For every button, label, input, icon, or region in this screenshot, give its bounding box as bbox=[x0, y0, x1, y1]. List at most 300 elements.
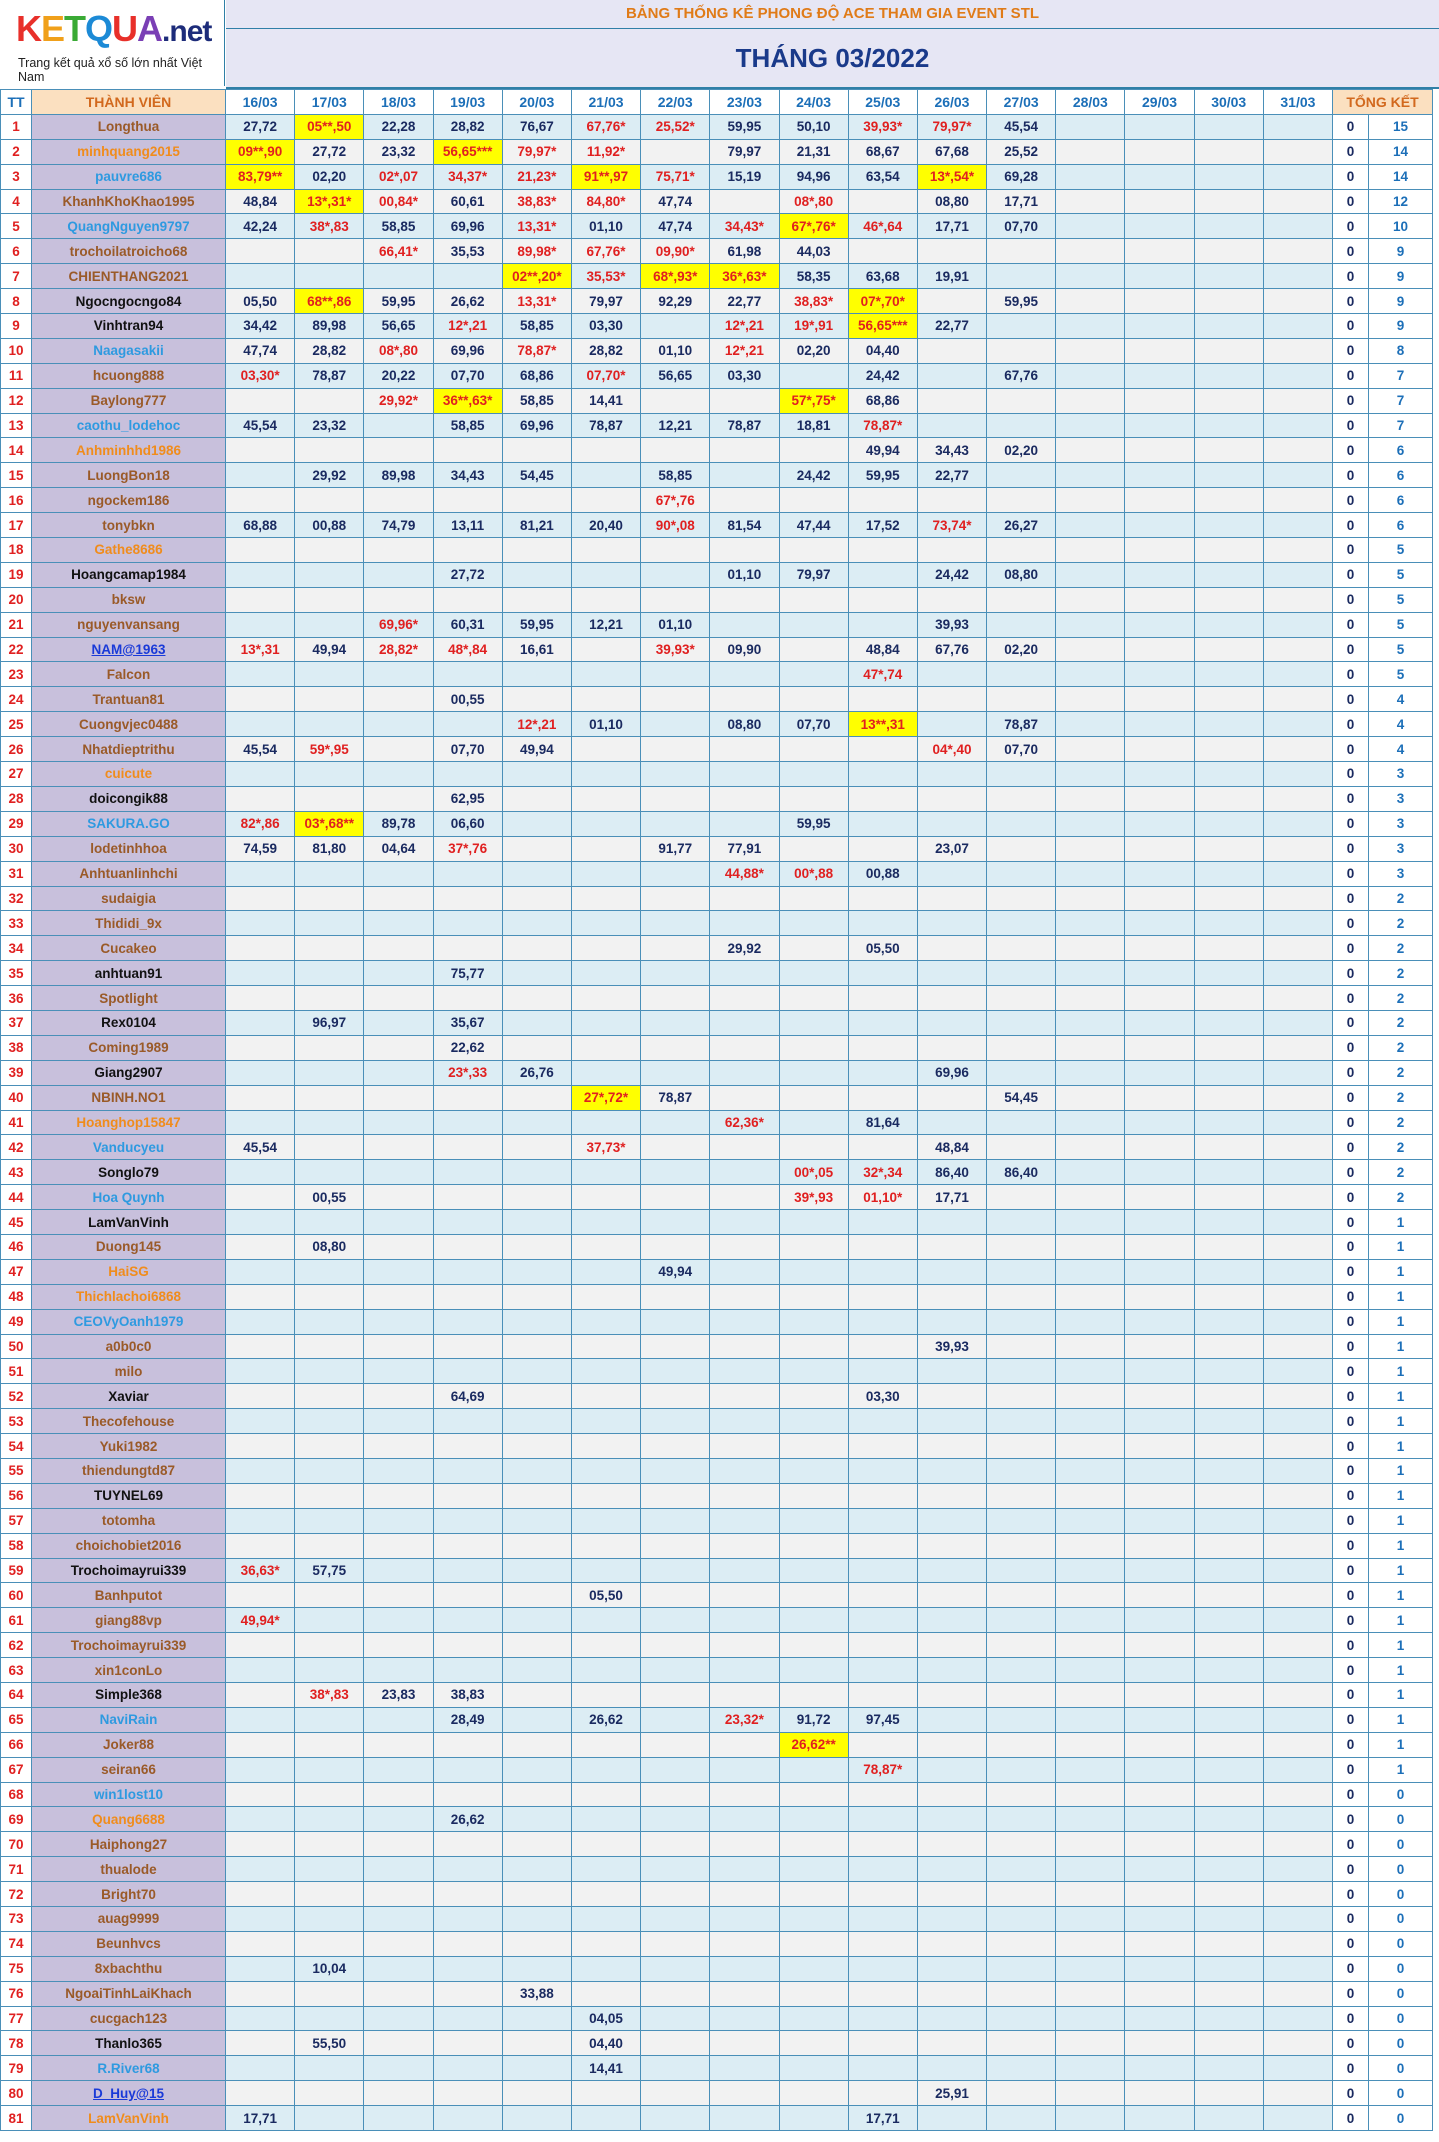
score-cell: 44,03 bbox=[779, 239, 848, 264]
table-row bbox=[1, 438, 1433, 463]
score-cell bbox=[641, 1857, 710, 1882]
score-cell: 64,69 bbox=[433, 1384, 502, 1409]
member-name: lodetinhhoa bbox=[32, 836, 226, 861]
table-row bbox=[1, 1658, 1433, 1683]
member-name: SAKURA.GO bbox=[32, 811, 226, 836]
row-number: 44 bbox=[1, 1185, 32, 1210]
member-name: Yuki1982 bbox=[32, 1434, 226, 1459]
table-row bbox=[1, 1259, 1433, 1284]
table-row bbox=[1, 1857, 1433, 1882]
score-cell: 67,76 bbox=[987, 363, 1056, 388]
score-cell: 77,91 bbox=[710, 836, 779, 861]
score-cell bbox=[364, 587, 433, 612]
header-date: 27/03 bbox=[987, 90, 1056, 115]
score-cell: 13**,31 bbox=[848, 712, 917, 737]
score-cell bbox=[917, 239, 986, 264]
score-cell bbox=[641, 1558, 710, 1583]
score-cell: 04,05 bbox=[571, 2006, 640, 2031]
score-cell bbox=[1194, 314, 1263, 339]
score-cell bbox=[1263, 587, 1332, 612]
score-cell bbox=[295, 1259, 364, 1284]
score-cell bbox=[779, 1608, 848, 1633]
score-cell bbox=[987, 413, 1056, 438]
score-cell bbox=[1263, 1185, 1332, 1210]
score-cell bbox=[710, 886, 779, 911]
row-number: 18 bbox=[1, 538, 32, 563]
score-cell: 27,72 bbox=[226, 114, 295, 139]
score-cell bbox=[364, 1035, 433, 1060]
header-date: 19/03 bbox=[433, 90, 502, 115]
member-name: choichobiet2016 bbox=[32, 1533, 226, 1558]
score-cell: 04,64 bbox=[364, 836, 433, 861]
score-cell: 90*,08 bbox=[641, 513, 710, 538]
score-cell bbox=[1263, 413, 1332, 438]
score-cell: 12*,21 bbox=[710, 314, 779, 339]
zero-count: 0 bbox=[1333, 1259, 1369, 1284]
total-count: 6 bbox=[1369, 463, 1433, 488]
score-cell bbox=[226, 886, 295, 911]
score-cell bbox=[848, 1931, 917, 1956]
score-cell: 54,45 bbox=[502, 463, 571, 488]
score-cell bbox=[364, 1707, 433, 1732]
score-cell bbox=[295, 662, 364, 687]
total-count: 5 bbox=[1369, 587, 1433, 612]
score-cell bbox=[1125, 1483, 1194, 1508]
score-cell bbox=[917, 1683, 986, 1708]
row-number: 6 bbox=[1, 239, 32, 264]
score-cell bbox=[1263, 2031, 1332, 2056]
zero-count: 0 bbox=[1333, 1384, 1369, 1409]
table-row bbox=[1, 936, 1433, 961]
score-cell: 83,79** bbox=[226, 164, 295, 189]
score-cell bbox=[1125, 164, 1194, 189]
score-cell: 38,83 bbox=[433, 1683, 502, 1708]
score-cell bbox=[1263, 1608, 1332, 1633]
score-cell bbox=[433, 264, 502, 289]
score-cell bbox=[571, 1110, 640, 1135]
total-count: 0 bbox=[1369, 2006, 1433, 2031]
score-cell bbox=[226, 587, 295, 612]
score-cell: 47,74 bbox=[641, 214, 710, 239]
score-cell bbox=[1263, 2106, 1332, 2131]
score-cell bbox=[987, 1434, 1056, 1459]
score-cell bbox=[917, 1931, 986, 1956]
score-cell bbox=[1125, 886, 1194, 911]
score-cell bbox=[364, 1334, 433, 1359]
row-number: 9 bbox=[1, 314, 32, 339]
score-cell bbox=[226, 1782, 295, 1807]
score-cell bbox=[848, 737, 917, 762]
score-cell bbox=[1125, 289, 1194, 314]
score-cell bbox=[987, 1857, 1056, 1882]
score-cell: 75,77 bbox=[433, 961, 502, 986]
row-number: 7 bbox=[1, 264, 32, 289]
score-cell bbox=[710, 438, 779, 463]
score-cell bbox=[1263, 1683, 1332, 1708]
score-cell bbox=[1194, 1110, 1263, 1135]
score-cell bbox=[1056, 189, 1125, 214]
score-cell bbox=[295, 1434, 364, 1459]
score-cell bbox=[641, 438, 710, 463]
score-cell bbox=[1194, 538, 1263, 563]
total-count: 0 bbox=[1369, 2081, 1433, 2106]
table-row bbox=[1, 1583, 1433, 1608]
score-cell bbox=[1056, 1210, 1125, 1235]
score-cell bbox=[1263, 936, 1332, 961]
score-cell bbox=[226, 264, 295, 289]
row-number: 56 bbox=[1, 1483, 32, 1508]
score-cell bbox=[571, 562, 640, 587]
row-number: 64 bbox=[1, 1683, 32, 1708]
score-cell: 34,43 bbox=[917, 438, 986, 463]
score-cell: 25,52 bbox=[987, 139, 1056, 164]
member-name: nguyenvansang bbox=[32, 612, 226, 637]
score-cell bbox=[571, 911, 640, 936]
score-cell bbox=[1056, 1010, 1125, 1035]
score-cell: 26,62** bbox=[779, 1732, 848, 1757]
score-cell bbox=[848, 1035, 917, 1060]
score-cell bbox=[1263, 1110, 1332, 1135]
score-cell bbox=[848, 1309, 917, 1334]
score-cell: 13,11 bbox=[433, 513, 502, 538]
score-cell: 91,72 bbox=[779, 1707, 848, 1732]
table-row bbox=[1, 1483, 1433, 1508]
score-cell bbox=[779, 612, 848, 637]
zero-count: 0 bbox=[1333, 513, 1369, 538]
score-cell bbox=[1125, 762, 1194, 787]
total-count: 1 bbox=[1369, 1458, 1433, 1483]
score-cell bbox=[571, 1558, 640, 1583]
table-row bbox=[1, 1981, 1433, 2006]
site-logo[interactable] bbox=[0, 0, 225, 86]
score-cell: 74,59 bbox=[226, 836, 295, 861]
score-cell bbox=[1125, 587, 1194, 612]
score-cell bbox=[917, 662, 986, 687]
score-cell bbox=[917, 2106, 986, 2131]
score-cell: 39*,93 bbox=[779, 1185, 848, 1210]
score-cell: 68,86 bbox=[502, 363, 571, 388]
row-number: 27 bbox=[1, 762, 32, 787]
score-cell bbox=[779, 1882, 848, 1907]
score-cell bbox=[364, 1384, 433, 1409]
score-cell bbox=[1125, 811, 1194, 836]
table-row bbox=[1, 986, 1433, 1011]
score-cell bbox=[779, 1434, 848, 1459]
score-cell bbox=[1125, 786, 1194, 811]
row-number: 34 bbox=[1, 936, 32, 961]
zero-count: 0 bbox=[1333, 1707, 1369, 1732]
score-cell bbox=[710, 1085, 779, 1110]
table-row bbox=[1, 1558, 1433, 1583]
score-cell bbox=[364, 1483, 433, 1508]
score-cell bbox=[571, 1458, 640, 1483]
total-count: 0 bbox=[1369, 1832, 1433, 1857]
score-cell bbox=[1194, 1483, 1263, 1508]
score-cell bbox=[295, 2106, 364, 2131]
total-count: 1 bbox=[1369, 1434, 1433, 1459]
score-cell bbox=[1263, 139, 1332, 164]
score-cell bbox=[502, 1458, 571, 1483]
total-count: 2 bbox=[1369, 1060, 1433, 1085]
member-name[interactable]: D_Huy@15 bbox=[32, 2081, 226, 2106]
score-cell bbox=[848, 786, 917, 811]
score-cell bbox=[779, 1658, 848, 1683]
score-cell bbox=[1194, 886, 1263, 911]
table-row bbox=[1, 1135, 1433, 1160]
score-cell bbox=[502, 1583, 571, 1608]
member-name: Haiphong27 bbox=[32, 1832, 226, 1857]
total-count: 2 bbox=[1369, 1110, 1433, 1135]
score-cell bbox=[779, 1857, 848, 1882]
score-cell bbox=[1125, 189, 1194, 214]
score-cell bbox=[295, 612, 364, 637]
score-cell: 05,50 bbox=[848, 936, 917, 961]
total-count: 9 bbox=[1369, 289, 1433, 314]
score-cell bbox=[917, 1707, 986, 1732]
score-cell bbox=[1194, 1234, 1263, 1259]
score-cell bbox=[641, 562, 710, 587]
score-cell bbox=[1125, 1981, 1194, 2006]
zero-count: 0 bbox=[1333, 363, 1369, 388]
table-row bbox=[1, 886, 1433, 911]
score-cell bbox=[226, 1309, 295, 1334]
score-cell: 02**,20* bbox=[502, 264, 571, 289]
score-cell bbox=[1056, 164, 1125, 189]
score-cell bbox=[848, 1359, 917, 1384]
score-cell bbox=[917, 1782, 986, 1807]
score-cell bbox=[502, 438, 571, 463]
score-cell: 00*,05 bbox=[779, 1160, 848, 1185]
score-cell bbox=[502, 1384, 571, 1409]
score-cell bbox=[987, 961, 1056, 986]
score-cell bbox=[1125, 612, 1194, 637]
score-cell bbox=[710, 1259, 779, 1284]
score-cell bbox=[1056, 314, 1125, 339]
score-cell bbox=[1194, 1384, 1263, 1409]
score-cell: 05,50 bbox=[226, 289, 295, 314]
score-cell bbox=[295, 1284, 364, 1309]
score-cell bbox=[848, 1956, 917, 1981]
score-cell bbox=[502, 1085, 571, 1110]
score-cell: 12*,21 bbox=[710, 338, 779, 363]
score-cell bbox=[1194, 114, 1263, 139]
zero-count: 0 bbox=[1333, 2081, 1369, 2106]
total-count: 2 bbox=[1369, 961, 1433, 986]
score-cell bbox=[848, 1558, 917, 1583]
score-cell bbox=[1056, 1085, 1125, 1110]
total-count: 0 bbox=[1369, 1857, 1433, 1882]
score-cell bbox=[641, 1508, 710, 1533]
table-row bbox=[1, 836, 1433, 861]
score-cell bbox=[502, 1434, 571, 1459]
score-cell bbox=[502, 1732, 571, 1757]
score-cell bbox=[571, 861, 640, 886]
score-cell bbox=[295, 587, 364, 612]
score-cell: 24,42 bbox=[917, 562, 986, 587]
score-cell bbox=[571, 1284, 640, 1309]
total-count: 1 bbox=[1369, 1508, 1433, 1533]
score-cell bbox=[1194, 1060, 1263, 1085]
score-cell: 39,93* bbox=[641, 637, 710, 662]
zero-count: 0 bbox=[1333, 936, 1369, 961]
score-cell bbox=[1263, 662, 1332, 687]
score-cell bbox=[1194, 1807, 1263, 1832]
score-cell bbox=[571, 1633, 640, 1658]
score-cell: 13,31* bbox=[502, 214, 571, 239]
score-cell: 56,65 bbox=[641, 363, 710, 388]
total-count: 1 bbox=[1369, 1633, 1433, 1658]
score-cell bbox=[502, 1359, 571, 1384]
score-cell bbox=[710, 488, 779, 513]
zero-count: 0 bbox=[1333, 214, 1369, 239]
table-row bbox=[1, 1185, 1433, 1210]
score-cell bbox=[779, 488, 848, 513]
score-cell: 46*,64 bbox=[848, 214, 917, 239]
score-cell bbox=[502, 1185, 571, 1210]
score-cell bbox=[1125, 1757, 1194, 1782]
member-name: Joker88 bbox=[32, 1732, 226, 1757]
score-cell bbox=[1056, 1782, 1125, 1807]
score-cell bbox=[433, 1558, 502, 1583]
score-cell bbox=[364, 762, 433, 787]
score-cell bbox=[1263, 289, 1332, 314]
score-cell bbox=[710, 1633, 779, 1658]
score-cell bbox=[571, 1533, 640, 1558]
score-cell bbox=[1194, 986, 1263, 1011]
score-cell: 23*,33 bbox=[433, 1060, 502, 1085]
score-cell bbox=[1263, 189, 1332, 214]
score-cell: 81,21 bbox=[502, 513, 571, 538]
score-cell bbox=[641, 2056, 710, 2081]
score-cell bbox=[848, 1060, 917, 1085]
score-cell bbox=[1263, 1857, 1332, 1882]
score-cell bbox=[987, 612, 1056, 637]
member-name: cuicute bbox=[32, 762, 226, 787]
score-cell bbox=[710, 1160, 779, 1185]
score-cell bbox=[641, 1359, 710, 1384]
score-cell bbox=[1263, 1085, 1332, 1110]
score-cell bbox=[779, 1359, 848, 1384]
table-row bbox=[1, 762, 1433, 787]
score-cell: 07,70 bbox=[987, 214, 1056, 239]
row-number: 58 bbox=[1, 1533, 32, 1558]
score-cell bbox=[1125, 1384, 1194, 1409]
score-cell bbox=[779, 1583, 848, 1608]
zero-count: 0 bbox=[1333, 2006, 1369, 2031]
score-cell bbox=[917, 1633, 986, 1658]
score-cell bbox=[1263, 1633, 1332, 1658]
score-cell bbox=[917, 687, 986, 712]
score-cell: 08,80 bbox=[987, 562, 1056, 587]
score-cell bbox=[295, 488, 364, 513]
score-cell bbox=[364, 687, 433, 712]
member-name: bksw bbox=[32, 587, 226, 612]
score-cell bbox=[987, 1010, 1056, 1035]
score-cell bbox=[1125, 114, 1194, 139]
score-cell bbox=[295, 1359, 364, 1384]
score-cell: 91**,97 bbox=[571, 164, 640, 189]
score-cell: 78,87* bbox=[502, 338, 571, 363]
score-cell bbox=[1263, 1010, 1332, 1035]
score-cell bbox=[571, 1234, 640, 1259]
score-cell bbox=[502, 2081, 571, 2106]
score-cell: 18,81 bbox=[779, 413, 848, 438]
score-cell bbox=[987, 1807, 1056, 1832]
total-count: 7 bbox=[1369, 413, 1433, 438]
row-number: 45 bbox=[1, 1210, 32, 1235]
score-cell bbox=[1056, 413, 1125, 438]
score-cell: 17,71 bbox=[987, 189, 1056, 214]
score-cell bbox=[1125, 1583, 1194, 1608]
score-cell bbox=[1125, 314, 1194, 339]
total-count: 0 bbox=[1369, 2106, 1433, 2131]
score-cell: 07,70* bbox=[571, 363, 640, 388]
table-row bbox=[1, 1210, 1433, 1235]
score-cell bbox=[571, 662, 640, 687]
score-cell bbox=[1125, 1210, 1194, 1235]
score-cell bbox=[1194, 1508, 1263, 1533]
score-cell bbox=[710, 662, 779, 687]
score-cell bbox=[1263, 1956, 1332, 1981]
score-cell bbox=[502, 1259, 571, 1284]
score-cell: 79,97* bbox=[917, 114, 986, 139]
score-cell: 09**,90 bbox=[226, 139, 295, 164]
score-cell bbox=[779, 1508, 848, 1533]
score-cell bbox=[779, 1907, 848, 1932]
member-name: auag9999 bbox=[32, 1907, 226, 1932]
total-count: 2 bbox=[1369, 1035, 1433, 1060]
total-count: 15 bbox=[1369, 114, 1433, 139]
score-cell: 17,71 bbox=[917, 1185, 986, 1210]
score-cell bbox=[779, 587, 848, 612]
score-cell bbox=[779, 1135, 848, 1160]
score-cell: 25,52* bbox=[641, 114, 710, 139]
total-count: 1 bbox=[1369, 1583, 1433, 1608]
score-cell bbox=[1056, 239, 1125, 264]
score-cell bbox=[848, 687, 917, 712]
score-cell bbox=[571, 1931, 640, 1956]
score-cell: 63,68 bbox=[848, 264, 917, 289]
score-cell bbox=[364, 1284, 433, 1309]
score-cell: 92,29 bbox=[641, 289, 710, 314]
member-name[interactable]: NAM@1963 bbox=[32, 637, 226, 662]
score-cell bbox=[987, 1334, 1056, 1359]
score-cell bbox=[641, 786, 710, 811]
header-date: 26/03 bbox=[917, 90, 986, 115]
score-cell bbox=[1056, 264, 1125, 289]
total-count: 1 bbox=[1369, 1284, 1433, 1309]
header-date: 18/03 bbox=[364, 90, 433, 115]
score-cell: 79,97 bbox=[571, 289, 640, 314]
score-cell bbox=[571, 1483, 640, 1508]
score-cell bbox=[295, 911, 364, 936]
score-cell bbox=[502, 1309, 571, 1334]
score-cell bbox=[848, 612, 917, 637]
score-cell: 28,82* bbox=[364, 637, 433, 662]
header-date: 22/03 bbox=[641, 90, 710, 115]
score-cell bbox=[987, 936, 1056, 961]
score-cell bbox=[1263, 513, 1332, 538]
score-cell bbox=[364, 1309, 433, 1334]
table-row bbox=[1, 1284, 1433, 1309]
score-cell bbox=[641, 1882, 710, 1907]
score-cell bbox=[502, 1210, 571, 1235]
score-cell bbox=[433, 986, 502, 1011]
score-cell bbox=[1263, 762, 1332, 787]
score-cell bbox=[433, 1359, 502, 1384]
score-cell bbox=[1125, 2081, 1194, 2106]
score-cell bbox=[571, 1434, 640, 1459]
